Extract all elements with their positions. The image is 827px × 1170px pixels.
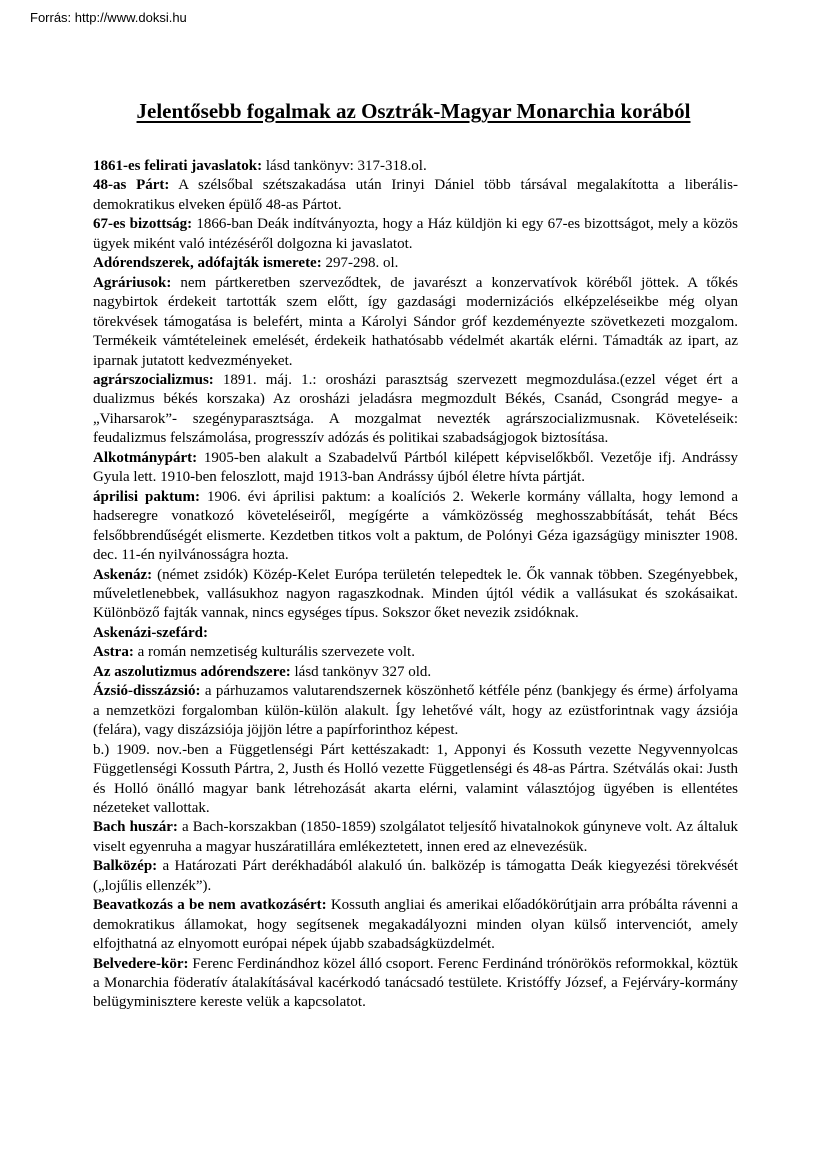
- glossary-entry: [93, 624, 738, 643]
- entry-definition: 1905-ben alakult a Szabadelvű Pártból kilépett képviselőkből. Vezetője ifj. Andrássy Gyula lett. 1910-ben feloszlott, majd 1913-ban Andrássy újból életre hívta pártját.: [93, 449, 738, 486]
- glossary-entry: [93, 215, 738, 254]
- glossary-entry: [93, 157, 738, 176]
- entry-definition: lásd tankönyv 327 old.: [290, 663, 432, 680]
- entry-definition: a Bach-korszakban (1850-1859) szolgálatot teljesítő hivatalnokok gúnyneve volt. Az általuk viselt egyenruha a magyar huszáratillára emlékeztetett, innen ered az elnevezésük.: [93, 819, 738, 855]
- entry-definition: nem pártkeretben szerveződtek, de javarészt a konzervatívok köréből jöttek. A tőkés nagybirtok érdekeit tartották szem előtt, így gazdasági modernizációs elképzeléseikbe még olyan törekvések támogatása is belefért, minta a Károlyi Sándor gróf kezdeményezte szövetkezeti mozgalom. Termékeik vámtételeinek emelését, érdekeik hathatósabb védelmét akarták elérni. Támadták az ipart, az iparnak jutatott kedvezményeket.: [93, 274, 738, 369]
- source-url-label: Forrás: http://www.doksi.hu: [30, 10, 187, 25]
- entry-definition: 1891. máj. 1.: orosházi parasztság szervezett megmozdulása.(ezzel véget ért a dualizmus békés korszaka) Az orosházi jeladásra megmozdult Békés, Csanád, Csongrád megye- a „Viharsarok”- szegényparasztsága. A mozgalmat nevezték agrárszocializmusnak. Követeléseik: feudalizmus felszámolása, progresszív adózás és politikai szabadságjogok biztosítása.: [93, 371, 738, 447]
- glossary-entry: [93, 857, 738, 896]
- entry-term: Bach huszár:: [93, 819, 178, 836]
- entry-definition: Kossuth angliai és amerikai előadókörútjain arra próbálta rávenni a demokratikus államokat, hogy segítsenek megakadályozni minden olyan külső intervenciót, amely elfojthatná az elnyomott európai népek újabb szabadságküzdelmét.: [93, 897, 738, 953]
- glossary-entry: [93, 488, 738, 566]
- entry-term: 1861-es felirati javaslatok:: [93, 158, 263, 174]
- glossary-entry: [93, 896, 738, 954]
- entry-term: Ázsió-disszázsió:: [93, 683, 201, 700]
- glossary-entry: [93, 254, 738, 273]
- entry-term: Alkotmánypárt:: [93, 449, 198, 466]
- glossary-body: [93, 157, 738, 1013]
- entry-definition: Ferenc Ferdinándhoz közel álló csoport. Ferenc Ferdinánd trónörökös reformokkal, köztük a Monarchia föderatív átalakításával kacérkodó tanácsadó testülete. Kristóffy József, a Fejérváry-kormány belügyminisztere kereste velük a kapcsolatot.: [93, 955, 738, 1011]
- entry-definition: 1906. évi áprilisi paktum: a koalíciós 2. Wekerle kormány vállalta, hogy lemond a hadseregre vonatkozó követeléseiről, megígérte a vámközösség meghosszabbítását, tehát Bécs felsőbbrendűségét elismerte. Kezdetben titkos volt a paktum, de Polónyi Géza igazságügy miniszter 1908. dec. 11-én nyilvánosságra hozta.: [93, 488, 738, 564]
- entry-definition: a párhuzamos valutarendszernek köszönhető kétféle pénz (bankjegy és érme) árfolyama a nemzetközi forgalomban külön-külön alakult. Így lehetővé vált, hogy az ezüstforintnak vagy ázsiója (felára), vagy diszázsiója jöjjön létre a papírforinthoz képest.: [93, 683, 738, 739]
- entry-definition: lásd tankönyv: 317-318.ol.: [262, 158, 427, 174]
- glossary-entry: [93, 663, 738, 682]
- entry-definition: a Határozati Párt derékhadából alakuló ún. balközép is támogatta Deák kiegyezési törekvését („lojűlis ellenzék”).: [93, 858, 738, 894]
- glossary-entry: [93, 955, 738, 1013]
- entry-term: Askenáz:: [93, 566, 153, 583]
- glossary-entry: [93, 566, 738, 624]
- entry-definition: (német zsidók) Közép-Kelet Európa területén telepedtek le. Ők vannak többen. Szegényebbek, műveletlenebbek, vallásukhoz nagyon ragaszkodnak. Minden újtól védik a vallásukat és szokásaikat. Különböző fajták vannak, nincs egységes típus. Sokszor őket nevezik zsidóknak.: [93, 566, 738, 622]
- entry-definition: A szélsőbal szétszakadása után Irinyi Dániel több társával megalakította a liberális-demokratikus elveken épülő 48-as Pártot.: [93, 177, 738, 213]
- entry-term: Az aszolutizmus adórendszere:: [93, 663, 291, 680]
- glossary-entry: [93, 682, 738, 740]
- entry-term: Adórendszerek, adófajták ismerete:: [93, 255, 322, 272]
- entry-term: 48-as Párt:: [93, 177, 170, 194]
- glossary-entry: [93, 176, 738, 215]
- entry-term: Askenázi-szefárd:: [93, 624, 208, 641]
- glossary-entry: [93, 643, 738, 662]
- glossary-entry: [93, 274, 738, 371]
- glossary-entry: [93, 818, 738, 857]
- entry-definition: b.) 1909. nov.-ben a Függetlenségi Párt kettészakadt: 1, Apponyi és Kossuth vezette Negyvennyolcas Függetlenségi Kossuth Pártra, 2, Justh és Holló vezette Függetlenségi és 48-as Pártra. Szétválás okai: Justh és Holló önálló magyar bank létrehozását akarta elérni, valamint választójog ügyében is ellentétes nézeteket vallottak.: [93, 741, 738, 816]
- entry-definition: 1866-ban Deák indítványozta, hogy a Ház küldjön ki egy 67-es bizottságot, mely a közös ügyek miként való intézéséről dolgozna ki javaslatot.: [93, 216, 739, 252]
- entry-term: Beavatkozás a be nem avatkozásért:: [93, 897, 327, 914]
- glossary-entry: [93, 449, 738, 488]
- entry-term: Agráriusok:: [93, 274, 172, 291]
- entry-definition: 297-298. ol.: [321, 255, 399, 272]
- entry-definition: a román nemzetiség kulturális szervezete volt.: [133, 644, 415, 661]
- entry-term: Astra:: [93, 644, 134, 661]
- glossary-entry: [93, 371, 738, 449]
- entry-term: Belvedere-kör:: [93, 955, 189, 972]
- entry-term: Balközép:: [93, 858, 158, 875]
- entry-term: 67-es bizottság:: [93, 216, 193, 233]
- entry-term: agrárszocializmus:: [93, 371, 214, 388]
- entry-term: áprilisi paktum:: [93, 488, 201, 505]
- glossary-entry: [93, 741, 738, 819]
- page-title: Jelentősebb fogalmak az Osztrák-Magyar Monarchia korából: [136, 99, 691, 123]
